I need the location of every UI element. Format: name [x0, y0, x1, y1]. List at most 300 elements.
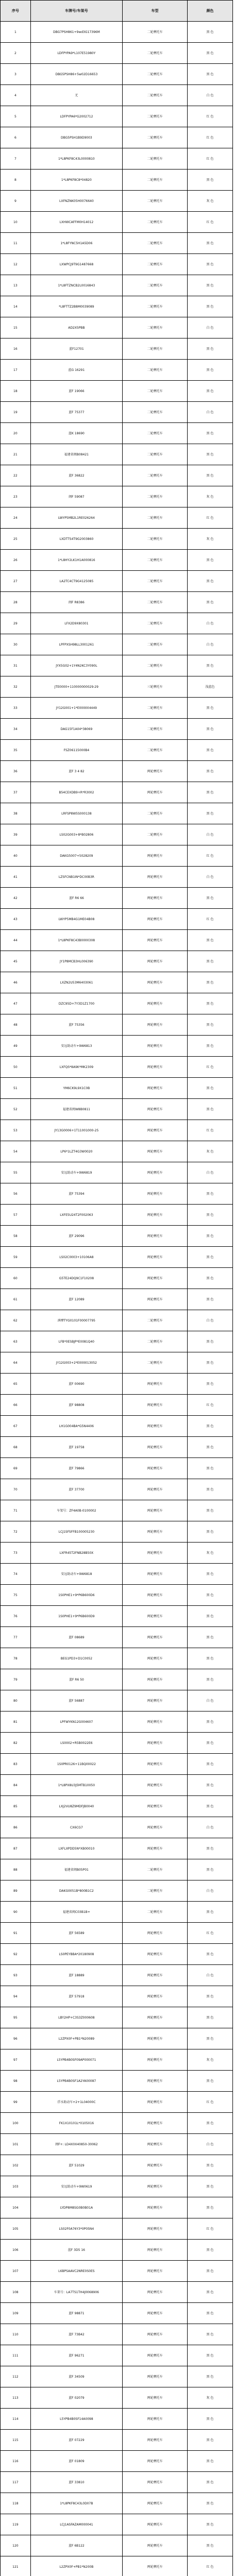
table-row — [1, 2007, 233, 2028]
cell-color: 黑 色 — [187, 2430, 232, 2451]
cell-type: 两轮摩托车 — [123, 1458, 188, 1479]
cell-type: 二轮摩托车 — [123, 1331, 188, 1352]
cell-color: 白 色 — [187, 2134, 232, 2155]
cell-index: 43 — [1, 909, 31, 930]
cell-type: 二轮摩托车 — [123, 803, 188, 824]
table-row — [1, 2197, 233, 2218]
cell-index: 59 — [1, 1247, 31, 1268]
cell-index: 100 — [1, 2113, 31, 2134]
cell-type: 二轮摩托车 — [123, 507, 188, 529]
cell-index: 11 — [1, 233, 31, 254]
cell-index: 54 — [1, 1141, 31, 1162]
cell-index: 15 — [1, 317, 31, 338]
cell-color: 灰 色 — [187, 1543, 232, 1564]
cell-color: 黑 色 — [187, 972, 232, 993]
cell-type: 两轮摩托车 — [123, 2028, 188, 2049]
cell-plate: 蓝F 19066 — [30, 381, 122, 402]
cell-index: 13 — [1, 275, 31, 296]
cell-plate: LA2TC4CT9G4125085 — [30, 571, 122, 592]
cell-index: 25 — [1, 529, 31, 550]
cell-color: 黑 色 — [187, 1205, 232, 1226]
table-row — [1, 2324, 233, 2345]
cell-type: 两轮摩托车 — [123, 909, 188, 930]
cell-index: 47 — [1, 993, 31, 1014]
cell-index: 45 — [1, 951, 31, 972]
cell-index: 88 — [1, 1859, 31, 1880]
cell-type: 二轮摩托车 — [123, 64, 188, 85]
cell-type: 两轮摩托车 — [123, 2345, 188, 2366]
cell-color: 红 色 — [187, 1395, 232, 1416]
cell-color: 黑 色 — [187, 1458, 232, 1479]
cell-color: 黑 色 — [187, 1859, 232, 1880]
table-row — [1, 803, 233, 824]
cell-index: 91 — [1, 1923, 31, 1944]
cell-type: 两轮摩托车 — [123, 1944, 188, 1965]
cell-type: 两轮摩托车 — [123, 1057, 188, 1078]
table-row — [1, 951, 233, 972]
cell-type: 两轮摩托车 — [123, 1226, 188, 1247]
cell-index: 76 — [1, 1606, 31, 1627]
cell-color: 黑 色 — [187, 888, 232, 909]
table-body — [1, 22, 233, 2576]
cell-plate: LS02C0003+10106A8 — [30, 1247, 122, 1268]
cell-plate: JYX5G02+1Y4N2KC3Y090L — [30, 655, 122, 676]
table-row — [1, 2345, 233, 2366]
cell-type: 两轮摩托车 — [123, 1796, 188, 1817]
table-row — [1, 867, 233, 888]
table-row — [1, 2556, 233, 2576]
cell-color: 黑 色 — [187, 1754, 232, 1775]
cell-plate: 蓝K 18690 — [30, 423, 122, 444]
cell-index: 37 — [1, 782, 31, 803]
cell-plate: 1*L8FYNC5H1A5D06 — [30, 233, 122, 254]
cell-type: 两轮摩托车 — [123, 1606, 188, 1627]
table-row — [1, 719, 233, 740]
cell-color: 白 色 — [187, 613, 232, 634]
header-row — [1, 1, 233, 22]
cell-index: 78 — [1, 1648, 31, 1669]
header-type: 车型 — [123, 1, 188, 22]
table-row — [1, 824, 233, 845]
cell-plate: DZC95D+7Y3D1Z1700 — [30, 993, 122, 1014]
cell-plate: 蓝F 3D5 16 — [30, 2240, 122, 2261]
cell-plate: DBG5PSH86+5w02D16653 — [30, 64, 122, 85]
cell-plate: 1*L8PKF8C43B0000308 — [30, 930, 122, 951]
cell-type: 二轮摩托车 — [123, 106, 188, 127]
cell-index: 120 — [1, 2535, 31, 2556]
cell-color: 黑 色 — [187, 1733, 232, 1754]
table-row — [1, 698, 233, 719]
cell-index: 94 — [1, 1986, 31, 2007]
cell-color: 黑 色 — [187, 64, 232, 85]
cell-plate: L5YPB4B0SF09AP000071 — [30, 2049, 122, 2071]
table-row — [1, 2303, 233, 2324]
cell-index: 56 — [1, 1183, 31, 1205]
cell-index: 82 — [1, 1733, 31, 1754]
cell-plate: 蓝F 96271 — [30, 2345, 122, 2366]
cell-color: 黑 色 — [187, 2514, 232, 2535]
cell-index: 49 — [1, 1036, 31, 1057]
cell-index: 60 — [1, 1268, 31, 1289]
table-row — [1, 2113, 233, 2134]
table-row — [1, 1986, 233, 2007]
table-row — [1, 2430, 233, 2451]
cell-index: 30 — [1, 634, 31, 655]
cell-type: 二轮摩托车 — [123, 191, 188, 212]
table-row — [1, 2092, 233, 2113]
cell-index: 40 — [1, 845, 31, 867]
cell-type: 两轮摩托车 — [123, 2218, 188, 2240]
cell-type: 两轮摩托车 — [123, 1585, 188, 1606]
cell-color: 黑 色 — [187, 1331, 232, 1352]
table-row — [1, 740, 233, 761]
cell-plate: CX6CG7 — [30, 1817, 122, 1838]
table-row — [1, 2261, 233, 2282]
cell-color: 黑 色 — [187, 2071, 232, 2092]
cell-color: 黑 色 — [187, 1416, 232, 1437]
cell-plate: LS0PEYBBA*20180908 — [30, 1944, 122, 1965]
cell-index: 63 — [1, 1331, 31, 1352]
cell-type: 两轮摩托车 — [123, 1543, 188, 1564]
cell-type: 二轮摩托车 — [123, 529, 188, 550]
table-row — [1, 254, 233, 275]
cell-color: 红 色 — [187, 212, 232, 233]
cell-index: 104 — [1, 2197, 31, 2218]
cell-color: 白 色 — [187, 1880, 232, 1902]
cell-type: 两轮摩托车 — [123, 1395, 188, 1416]
cell-type: 二轮摩托车 — [123, 1310, 188, 1331]
cell-color: 灰 色 — [187, 191, 232, 212]
cell-type: 二轮摩托车 — [123, 1352, 188, 1374]
cell-plate: LXFQS*8A9K*MK2309 — [30, 1057, 122, 1078]
cell-index: 3 — [1, 64, 31, 85]
table-row — [1, 972, 233, 993]
cell-plate: 蓝F 18889 — [30, 1965, 122, 1986]
cell-plate: DBG5PSH1B9D9003 — [30, 127, 122, 148]
cell-type: 二轮摩托车 — [123, 571, 188, 592]
table-row — [1, 592, 233, 613]
cell-index: 66 — [1, 1395, 31, 1416]
cell-type: 两轮摩托车 — [123, 1014, 188, 1036]
cell-plate: 蓝F 02079 — [30, 2387, 122, 2409]
cell-plate: L5YPB4B0SF14A0098 — [30, 2409, 122, 2430]
cell-index: 92 — [1, 1944, 31, 1965]
cell-plate: LP6*1LZT4G3W0020 — [30, 1141, 122, 1162]
cell-type: 两轮摩托车 — [123, 951, 188, 972]
cell-type: 二轮摩托车 — [123, 1880, 188, 1902]
table-row — [1, 2218, 233, 2240]
table-row — [1, 212, 233, 233]
cell-type: 两轮摩托车 — [123, 2261, 188, 2282]
cell-type: 二轮摩托车 — [123, 275, 188, 296]
table-row — [1, 148, 233, 170]
table-row — [1, 465, 233, 486]
table-row — [1, 1352, 233, 1374]
cell-type: 两轮摩托车 — [123, 1627, 188, 1648]
cell-index: 9 — [1, 191, 31, 212]
cell-type: 两轮摩托车 — [123, 888, 188, 909]
cell-index: 77 — [1, 1627, 31, 1648]
cell-color: 红 色 — [187, 507, 232, 529]
cell-index: 34 — [1, 719, 31, 740]
cell-color: 黑 色 — [187, 1014, 232, 1036]
cell-index: 69 — [1, 1458, 31, 1479]
cell-color: 黑 色 — [187, 1902, 232, 1923]
cell-index: 107 — [1, 2261, 31, 2282]
cell-type: 二轮摩托车 — [123, 824, 188, 845]
cell-index: 71 — [1, 1500, 31, 1521]
table-row — [1, 64, 233, 85]
cell-type: 两轮摩托车 — [123, 1374, 188, 1395]
table-row — [1, 2071, 233, 2092]
table-row — [1, 1733, 233, 1754]
cell-plate: LXWPCJ9T9G1487668 — [30, 254, 122, 275]
cell-plate: 洲摩TYG0101F00007795 — [30, 1310, 122, 1331]
cell-type: 两轮摩托车 — [123, 2049, 188, 2071]
cell-plate: 1*L8PKF8C43L0D07B — [30, 2493, 122, 2514]
cell-type: 两轮摩托车 — [123, 2134, 188, 2155]
cell-index: 113 — [1, 2387, 31, 2409]
cell-index: 101 — [1, 2134, 31, 2155]
cell-color: 黑 色 — [187, 1838, 232, 1859]
cell-plate: LYDP8M8SG0B0B01A — [30, 2197, 122, 2218]
cell-index: 83 — [1, 1754, 31, 1775]
cell-color: 黑 色 — [187, 1606, 232, 1627]
cell-color: 黑 色 — [187, 1564, 232, 1585]
cell-type: 两轮摩托车 — [123, 1162, 188, 1183]
cell-index: 62 — [1, 1310, 31, 1331]
table-row — [1, 1923, 233, 1944]
cell-index: 65 — [1, 1374, 31, 1395]
cell-plate: G5TE24DQ9C1F10208 — [30, 1268, 122, 1289]
cell-index: 28 — [1, 592, 31, 613]
cell-type: 两轮摩托车 — [123, 1754, 188, 1775]
cell-color: 黑 色 — [187, 423, 232, 444]
cell-index: 74 — [1, 1564, 31, 1585]
cell-type: 两轮摩托车 — [123, 2409, 188, 2430]
cell-index: 33 — [1, 698, 31, 719]
cell-plate: 福建省闽W8B0811 — [30, 1099, 122, 1120]
cell-plate: 蓝F12701 — [30, 338, 122, 360]
cell-plate: 蓝F 29096 — [30, 1226, 122, 1247]
cell-type: 两轮摩托车 — [123, 993, 188, 1014]
table-row — [1, 529, 233, 550]
cell-color: 白 色 — [187, 1690, 232, 1711]
cell-color: 黑 色 — [187, 2493, 232, 2514]
cell-color: 黑 色 — [187, 1521, 232, 1543]
cell-type: 两轮摩托车 — [123, 2451, 188, 2472]
cell-index: 48 — [1, 1014, 31, 1036]
cell-type: 二轮摩托车 — [123, 170, 188, 191]
table-row — [1, 782, 233, 803]
cell-type: 两轮摩托车 — [123, 2303, 188, 2324]
cell-color: 灰 色 — [187, 486, 232, 507]
table-row — [1, 233, 233, 254]
cell-index: 99 — [1, 2092, 31, 2113]
cell-color: 白 色 — [187, 402, 232, 423]
cell-color: 黑 色 — [187, 381, 232, 402]
cell-plate: 蓝F 6B122 — [30, 2535, 122, 2556]
cell-plate: 蓝F 98871 — [30, 2303, 122, 2324]
cell-color: 黑 色 — [187, 1711, 232, 1733]
cell-index: 4 — [1, 85, 31, 106]
cell-index: 1 — [1, 22, 31, 43]
cell-index: 93 — [1, 1965, 31, 1986]
header-plate: 车牌号/车架号 — [30, 1, 122, 22]
cell-plate: LBY2HP+C3S3Z000608 — [30, 2007, 122, 2028]
header-color: 颜色 — [187, 1, 232, 22]
cell-index: 61 — [1, 1289, 31, 1310]
cell-plate: L2ZPX0F+PB1*N200B — [30, 2556, 122, 2576]
cell-color: 浅蓝色 — [187, 676, 232, 698]
cell-index: 98 — [1, 2071, 31, 2092]
cell-plate: LH1G004BA*G5N4406 — [30, 1416, 122, 1437]
cell-color: 黑 色 — [187, 2282, 232, 2303]
cell-type: 两轮摩托车 — [123, 2282, 188, 2303]
cell-color: 白 色 — [187, 634, 232, 655]
cell-plate: DAKG0051B*800B1C2 — [30, 1880, 122, 1902]
table-row — [1, 1120, 233, 1141]
cell-color: 红 色 — [187, 2092, 232, 2113]
cell-type: 两轮摩托车 — [123, 1141, 188, 1162]
cell-type: 两轮摩托车 — [123, 2197, 188, 2218]
cell-type: 两轮摩托车 — [123, 1733, 188, 1754]
cell-plate: 闽F R8386 — [30, 592, 122, 613]
cell-type: 两轮摩托车 — [123, 845, 188, 867]
table-row — [1, 1458, 233, 1479]
cell-type: 两轮摩托车 — [123, 1986, 188, 2007]
cell-color: 黑 色 — [187, 951, 232, 972]
cell-color: 白 色 — [187, 824, 232, 845]
cell-plate: 蓝F 01809 — [30, 2451, 122, 2472]
cell-type: 两轮摩托车 — [123, 1036, 188, 1057]
cell-type: 两轮摩托车 — [123, 761, 188, 782]
cell-color: 黑 色 — [187, 1247, 232, 1268]
cell-index: 118 — [1, 2493, 31, 2514]
cell-type: 两轮摩托车 — [123, 2176, 188, 2197]
cell-plate: 1*L8PKF8C8*04820 — [30, 170, 122, 191]
cell-plate: 蓝F 51029 — [30, 2155, 122, 2176]
table-row — [1, 845, 233, 867]
table-row — [1, 1374, 233, 1395]
cell-color: 白 色 — [187, 317, 232, 338]
cell-plate: 1S0PR0126+11BQ00022 — [30, 1754, 122, 1775]
cell-index: 85 — [1, 1796, 31, 1817]
cell-type: 二轮摩托车 — [123, 402, 188, 423]
cell-type: 两轮摩托车 — [123, 782, 188, 803]
cell-color: 黑 色 — [187, 1775, 232, 1796]
cell-plate: 闽F 59087 — [30, 486, 122, 507]
table-header — [1, 1, 233, 22]
cell-type: 三轮摩托车 — [123, 676, 188, 698]
cell-plate: LXFNZNK05H0076640 — [30, 191, 122, 212]
cell-index: 121 — [1, 2556, 31, 2576]
table-row — [1, 170, 233, 191]
cell-color: 黑 色 — [187, 1585, 232, 1606]
table-row — [1, 1564, 233, 1585]
table-row — [1, 1078, 233, 1099]
cell-index: 38 — [1, 803, 31, 824]
cell-type: 两轮摩托车 — [123, 1923, 188, 1944]
cell-color: 红 色 — [187, 1120, 232, 1141]
cell-plate: 浮水助动车+2+1L04000C — [30, 2092, 122, 2113]
cell-color: 白 色 — [187, 1162, 232, 1183]
table-row — [1, 2514, 233, 2535]
cell-index: 27 — [1, 571, 31, 592]
cell-type: 两轮摩托车 — [123, 1183, 188, 1205]
table-row — [1, 1521, 233, 1543]
cell-index: 68 — [1, 1437, 31, 1458]
cell-color: 黑 色 — [187, 571, 232, 592]
cell-color: 黑 色 — [187, 2366, 232, 2387]
cell-plate: DBG7PSH861+9wd3G17396M — [30, 22, 122, 43]
cell-index: 90 — [1, 1902, 31, 1923]
table-row — [1, 106, 233, 127]
table-row — [1, 1838, 233, 1859]
cell-type: 两轮摩托车 — [123, 2556, 188, 2576]
cell-color: 灰 色 — [187, 2049, 232, 2071]
cell-index: 111 — [1, 2345, 31, 2366]
cell-color: 黑 色 — [187, 655, 232, 676]
cell-index: 26 — [1, 550, 31, 571]
cell-color: 黑 色 — [187, 2197, 232, 2218]
table-row — [1, 571, 233, 592]
cell-index: 114 — [1, 2409, 31, 2430]
cell-plate: JTE0000+110000000029-29 — [30, 676, 122, 698]
cell-index: 103 — [1, 2176, 31, 2197]
table-row — [1, 1183, 233, 1205]
cell-type: 两轮摩托车 — [123, 1289, 188, 1310]
table-row — [1, 360, 233, 381]
cell-color: 黑 色 — [187, 1268, 232, 1289]
table-row — [1, 2493, 233, 2514]
table-row — [1, 2535, 233, 2556]
table-row — [1, 1880, 233, 1902]
cell-plate: 蓝F 08689 — [30, 1627, 122, 1648]
cell-type: 二轮摩托车 — [123, 254, 188, 275]
cell-color: 灰 色 — [187, 1141, 232, 1162]
table-row — [1, 1796, 233, 1817]
cell-index: 55 — [1, 1162, 31, 1183]
cell-index: 44 — [1, 930, 31, 951]
cell-color: 黑 色 — [187, 2028, 232, 2049]
cell-color: 红 色 — [187, 127, 232, 148]
cell-color: 黑 色 — [187, 296, 232, 317]
table-row — [1, 1099, 233, 1120]
cell-plate: YM6CK9L9X1C0B — [30, 1078, 122, 1099]
cell-color: 黑 色 — [187, 2472, 232, 2493]
cell-type: 两轮摩托车 — [123, 2155, 188, 2176]
table-row — [1, 507, 233, 529]
cell-type: 两轮摩托车 — [123, 1564, 188, 1585]
cell-type: 二轮摩托车 — [123, 381, 188, 402]
cell-plate: 1*L8PKF8C43L0000810 — [30, 148, 122, 170]
cell-plate: LXZN2U53M6403061 — [30, 972, 122, 993]
cell-color: 黑 色 — [187, 254, 232, 275]
cell-color: 黑 色 — [187, 1479, 232, 1500]
table-row — [1, 2028, 233, 2049]
cell-type: 二轮摩托车 — [123, 550, 188, 571]
cell-index: 36 — [1, 761, 31, 782]
table-row — [1, 909, 233, 930]
cell-plate: 蓝F 57918 — [30, 1986, 122, 2007]
table-row — [1, 1268, 233, 1289]
cell-plate: LDFPYPA6*G2002712 — [30, 106, 122, 127]
table-row — [1, 1036, 233, 1057]
cell-index: 17 — [1, 360, 31, 381]
table-row — [1, 1690, 233, 1711]
cell-type: 二轮摩托车 — [123, 85, 188, 106]
